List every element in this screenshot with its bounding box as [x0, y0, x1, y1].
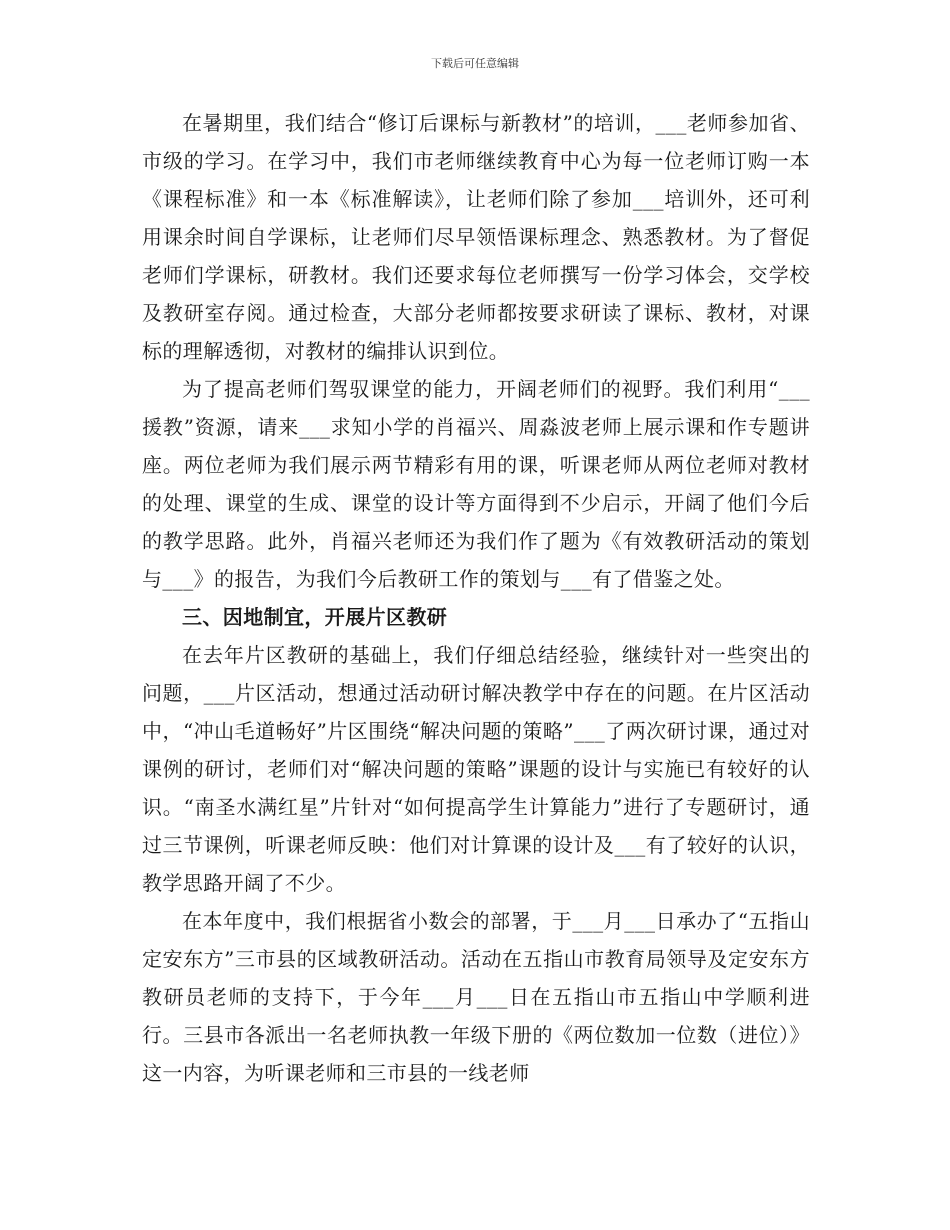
paragraph-regional-event: 在本年度中，我们根据省小数会的部署，于___月___日承办了“五指山定安东方”三市县的区域教研活动。活动在五指山市教育局领导及定安东方教研员老师的支持下，于今年___月___日在五指山市五指山中学顺利进行。三县市各派出一名老师执教一年级下册的《两位数加一位数（进位）》这一内容，为听课老师和三市县的一线老师 — [142, 909, 810, 1085]
paragraph-classroom-ability: 为了提高老师们驾驭课堂的能力，开阔老师们的视野。我们利用“___援教”资源，请来___求知小学的肖福兴、周淼波老师上展示课和作专题讲座。两位老师为我们展示两节精彩有用的课，听课老师从两位老师对教材的处理、课堂的生成、课堂的设计等方面得到不少启示，开阔了他们今后的教学思路。此外，肖福兴老师还为我们作了题为《有效教研活动的策划与___》的报告，为我们今后教研工作的策划与___有了借鉴之处。 — [142, 377, 810, 591]
section-heading: 三、因地制宜，开展片区教研 — [182, 605, 448, 629]
page-header: 下载后可任意编辑 — [431, 57, 519, 70]
paragraph-curriculum-training: 在暑期里，我们结合“修订后课标与新教材”的培训，___老师参加省、市级的学习。在学习中，我们市老师继续教育中心为每一位老师订购一本《课程标准》和一本《标准解读》，让老师们除了参加___培训外，还可利用课余时间自学课标，让老师们尽早领悟课标理念、熟悉教材。为了督促老师们学课标，研教材。我们还要求每位老师撰写一份学习体会，交学校及教研室存阅。通过检查，大部分老师都按要求研读了课标、教材，对课标的理解透彻，对教材的编排认识到位。 — [142, 111, 810, 363]
paragraph-district-research: 在去年片区教研的基础上，我们仔细总结经验，继续针对一些突出的问题，___片区活动，想通过活动研讨解决教学中存在的问题。在片区活动中，“冲山毛道畅好”片区围绕“解决问题的策略”___了两次研讨课，通过对课例的研讨，老师们对“解决问题的策略”课题的设计与实施已有较好的认识。“南圣水满红星”片针对“如何提高学生计算能力”进行了专题研讨，通过三节课例，听课老师反映：他们对计算课的设计及___有了较好的认识，教学思路开阔了不少。 — [142, 643, 810, 895]
document-body — [142, 104, 810, 1092]
